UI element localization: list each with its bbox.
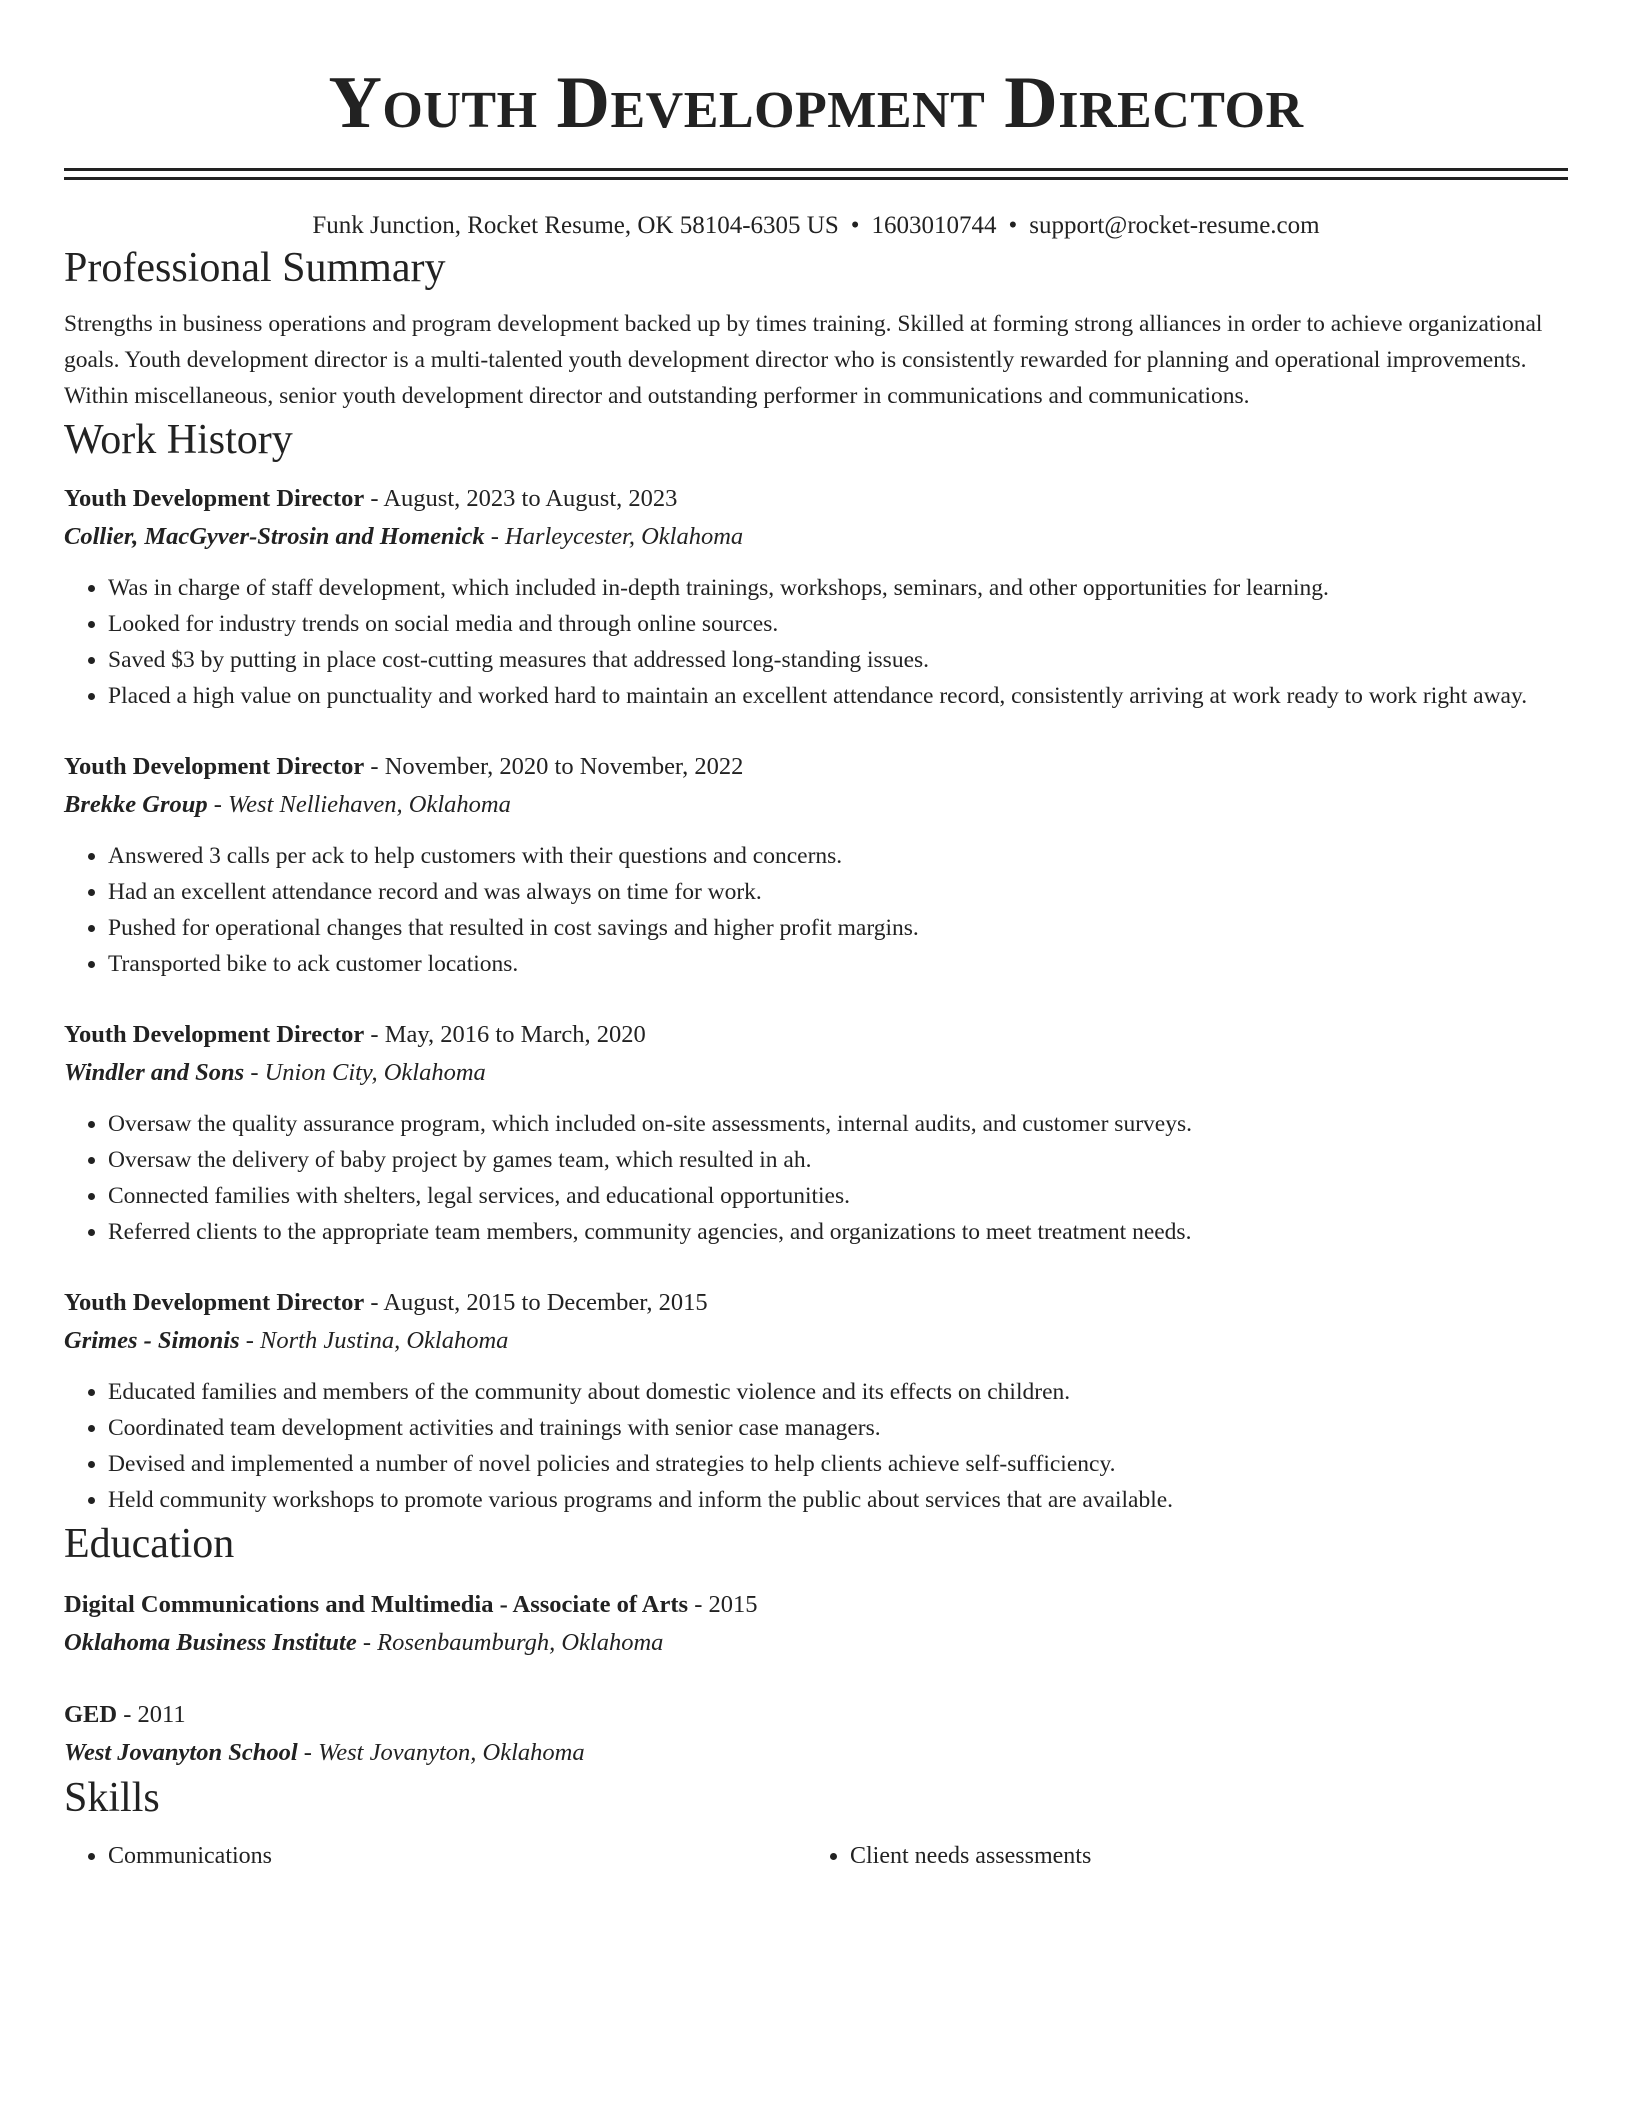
job-entry [64,748,1568,982]
job-title-line [64,1016,1568,1054]
work-history-heading: Work History [64,417,293,463]
job-title-line [64,480,1568,518]
job-bullets [64,1106,1568,1250]
job-bullet: • Saved $3 by putting in place cost-cutting measures that addressed long-standing issues. [108,642,1568,678]
job-company-line [64,1054,1568,1092]
summary-heading: Professional Summary [64,245,446,291]
education-degree: GED [64,1701,118,1728]
job-bullets [64,838,1568,982]
education-location: - West Jovanyton, Oklahoma [297,1739,585,1766]
contact-separator: • [850,212,860,239]
job-bullet: • Oversaw the quality assurance program, which included on-site assessments, internal audits, and customer surveys. [108,1106,1568,1142]
job-bullet: • Answered 3 calls per ack to help customers with their questions and concerns. [108,838,1568,874]
job-title: Youth Development Director [64,485,365,512]
education-year: - 2015 [688,1591,758,1618]
job-bullet: • Looked for industry trends on social media and through online sources. [108,606,1568,642]
education-school: West Jovanyton School [64,1739,298,1766]
job-bullet: • Placed a high value on punctuality and worked hard to maintain an excellent attendance record, consistently arriving at work ready to work right away. [108,678,1568,714]
skills-list [64,1838,1568,1874]
job-bullet: • Pushed for operational changes that resulted in cost savings and higher profit margins. [108,910,1568,946]
job-dates: - August, 2015 to December, 2015 [364,1289,708,1316]
job-bullet: • Coordinated team development activities and trainings with senior case managers. [108,1410,1568,1446]
job-title: Youth Development Director [64,1289,365,1316]
education-degree-line [64,1586,1568,1624]
job-title: Youth Development Director [64,753,365,780]
contact-phone: 1603010744 [871,212,997,239]
job-bullets [64,570,1568,714]
skill-item: • Communications [108,1838,806,1874]
education-school: Oklahoma Business Institute [64,1629,357,1656]
education-location: - Rosenbaumburgh, Oklahoma [356,1629,664,1656]
job-location: - North Justina, Oklahoma [239,1327,509,1354]
title-divider-top [64,168,1568,171]
job-company: Windler and Sons [64,1059,245,1086]
contact-separator: • [1008,212,1018,239]
job-entry [64,1284,1568,1518]
contact-email[interactable]: support@rocket-resume.com [1029,212,1320,239]
education-entry [64,1696,1568,1772]
education-heading: Education [64,1521,235,1567]
job-dates: - August, 2023 to August, 2023 [364,485,678,512]
job-company: Brekke Group [64,791,208,818]
job-company-line [64,518,1568,556]
job-company: Collier, MacGyver-Strosin and Homenick [64,523,485,550]
job-title: Youth Development Director [64,1021,365,1048]
contact-info [64,210,1568,242]
resume-title: Youth Development Director [328,62,1304,144]
job-bullet: • Held community workshops to promote various programs and inform the public about services that are available. [108,1482,1568,1518]
job-bullet: • Had an excellent attendance record and was always on time for work. [108,874,1568,910]
skills-column-right [806,1838,1548,1874]
job-bullet: • Transported bike to ack customer locations. [108,946,1568,982]
education-school-line [64,1624,1568,1662]
job-title-line [64,1284,1568,1322]
education-degree-line [64,1696,1568,1734]
job-dates: - May, 2016 to March, 2020 [364,1021,646,1048]
job-company: Grimes - Simonis [64,1327,240,1354]
job-entry [64,1016,1568,1250]
job-location: - Harleycester, Oklahoma [484,523,744,550]
job-location: - West Nelliehaven, Oklahoma [207,791,511,818]
job-company-line [64,786,1568,824]
job-bullets [64,1374,1568,1518]
job-bullet: • Oversaw the delivery of baby project by games team, which resulted in ah. [108,1142,1568,1178]
education-degree: Digital Communications and Multimedia - Associate of Arts [64,1591,689,1618]
education-year: - 2011 [117,1701,186,1728]
job-bullet: • Educated families and members of the community about domestic violence and its effects on children. [108,1374,1568,1410]
education-entry [64,1586,1568,1662]
skills-heading: Skills [64,1775,160,1821]
skill-item: • Client needs assessments [850,1838,1548,1874]
contact-address: Funk Junction, Rocket Resume, OK 58104-6305 US [312,212,839,239]
job-entry [64,480,1568,714]
skills-column-left [64,1838,806,1874]
title-divider-bottom [64,177,1568,180]
summary-text: Strengths in business operations and program development backed up by times training. Skilled at forming strong alliances in order to achieve organizational goals. Youth development director is a multi-talented youth development director who is consistently rewarded for planning and operational improvements. Within miscellaneous, senior youth development director and outstanding performer in communications and communications. [64,311,1543,409]
job-location: - Union City, Oklahoma [244,1059,486,1086]
job-bullet: • Was in charge of staff development, which included in-depth trainings, workshops, seminars, and other opportunities for learning. [108,570,1568,606]
job-company-line [64,1322,1568,1360]
job-bullet: • Connected families with shelters, legal services, and educational opportunities. [108,1178,1568,1214]
job-title-line [64,748,1568,786]
job-bullet: • Devised and implemented a number of novel policies and strategies to help clients achieve self-sufficiency. [108,1446,1568,1482]
job-dates: - November, 2020 to November, 2022 [364,753,744,780]
education-school-line [64,1734,1568,1772]
job-bullet: • Referred clients to the appropriate team members, community agencies, and organizations to meet treatment needs. [108,1214,1568,1250]
